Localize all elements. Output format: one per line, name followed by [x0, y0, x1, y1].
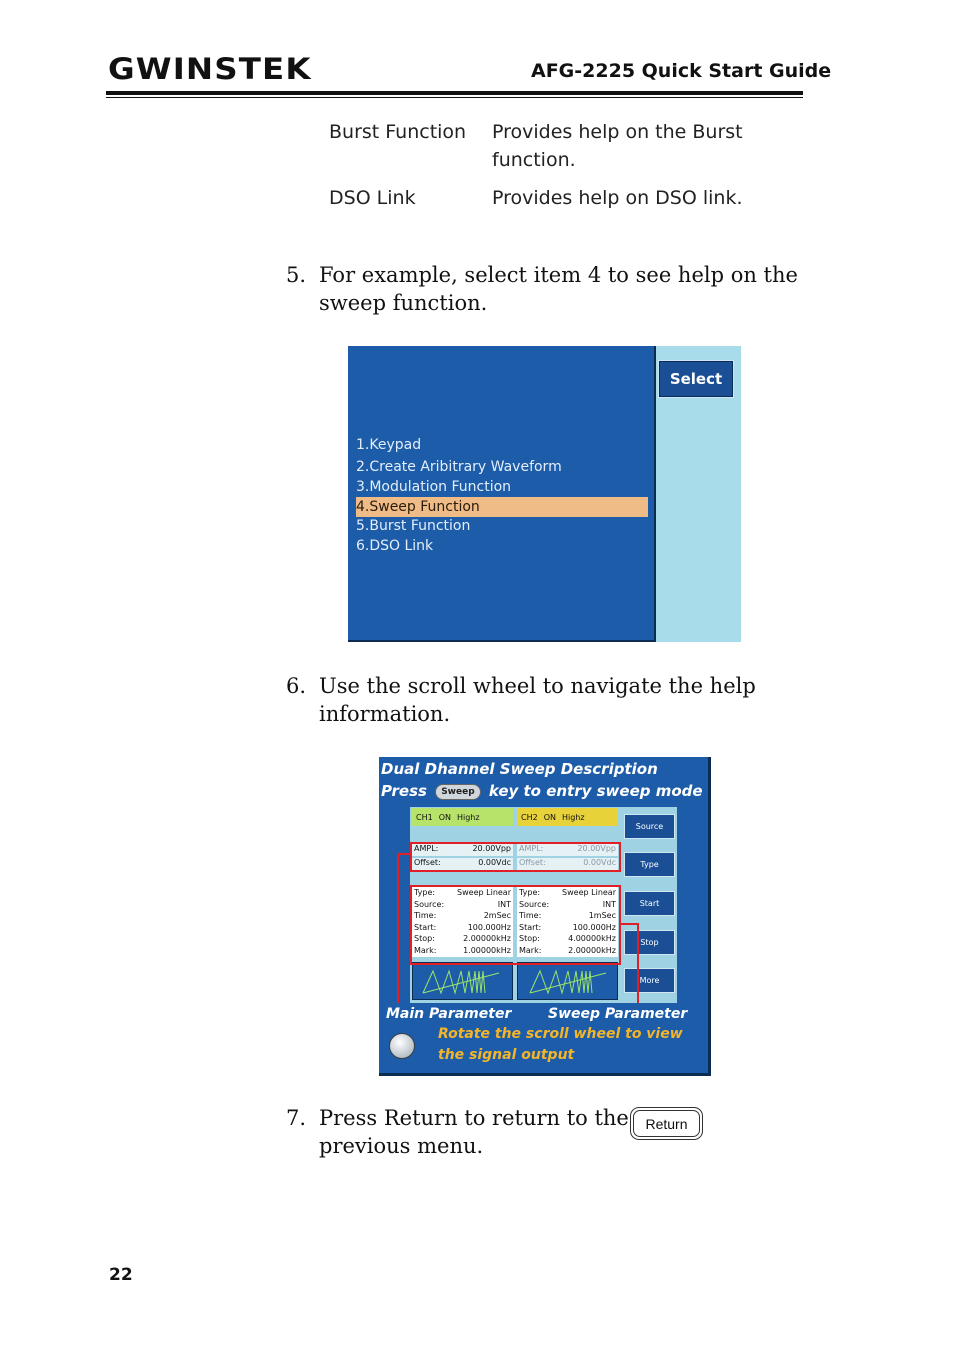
ch1-state: ON — [438, 812, 451, 822]
ch2-load: Highz — [561, 812, 585, 822]
header-rule — [106, 91, 803, 95]
ch1-param-row: Mark: 1.00000kHz — [414, 945, 511, 955]
step-7-line2: previous menu. — [319, 1134, 484, 1158]
step-7-line1: Press Return to return to the — [319, 1106, 629, 1130]
select-button[interactable]: Select — [658, 360, 734, 398]
ch1-param-row: Start: 100.000Hz — [414, 922, 511, 932]
gw-instek-logo: GWINSTEK — [108, 52, 312, 86]
step-6-number: 6. — [286, 674, 307, 698]
stop-button[interactable]: Stop — [624, 930, 675, 955]
table-desc-burst-line2: function. — [492, 149, 576, 171]
ch2-param-row: Type: Sweep Linear — [519, 888, 616, 897]
page-number: 22 — [109, 1265, 133, 1285]
more-button[interactable]: More — [624, 968, 675, 993]
sweep-help-title: Dual Dhannel Sweep Description — [381, 760, 658, 778]
menu-item-keypad[interactable]: 1.Keypad — [356, 437, 422, 453]
ch1-load: Highz — [456, 812, 480, 822]
return-key[interactable] — [630, 1107, 703, 1140]
sweep-parameter-pointer — [637, 923, 639, 1003]
main-parameter-pointer — [397, 853, 399, 1003]
ch2-ampl-label: AMPL: — [519, 844, 544, 853]
sweep-parameter-pointer — [619, 923, 639, 925]
source-button[interactable]: Source — [624, 814, 675, 839]
return-key-label: Return — [633, 1110, 700, 1137]
scroll-hint-line1: Rotate the scroll wheel to view — [438, 1026, 683, 1042]
press-label: Press — [381, 782, 427, 800]
main-parameter-pointer — [397, 853, 412, 855]
header-rule-thin — [106, 97, 803, 98]
ch1-param-row: Source: INT — [414, 899, 511, 909]
table-desc-burst-line1: Provides help on the Burst — [492, 121, 743, 143]
ch2-offset-label: Offset: — [519, 858, 546, 867]
sweep-help-subtitle — [381, 782, 703, 800]
ch2-param-row: Mark: 2.00000kHz — [519, 945, 616, 955]
ch2-name: CH2 — [521, 812, 538, 822]
scroll-hint-line2: the signal output — [438, 1047, 575, 1063]
menu-item-burst[interactable]: 5.Burst Function — [356, 518, 471, 534]
help-menu-list-panel — [348, 346, 656, 642]
step-7-number: 7. — [286, 1106, 307, 1130]
sweep-parameter-highlight — [410, 885, 621, 965]
menu-item-modulation[interactable]: 3.Modulation Function — [356, 479, 512, 495]
ch2-param-row: Source: INT — [519, 899, 616, 909]
ch1-header — [412, 808, 513, 826]
sweep-key-icon: Sweep — [435, 784, 480, 800]
step-5-number: 5. — [286, 263, 307, 287]
ch2-offset-value: 0.00Vdc — [583, 858, 616, 867]
menu-item-sweep-selected[interactable]: 4.Sweep Function — [356, 497, 648, 517]
main-parameter-highlight — [410, 842, 621, 872]
step-6-line1: Use the scroll wheel to navigate the help — [319, 674, 756, 698]
ch2-header — [517, 808, 618, 826]
help-menu-screenshot — [348, 346, 741, 642]
sweep-parameter-label: Sweep Parameter — [548, 1006, 688, 1022]
ch2-ampl-value: 20.00Vpp — [577, 844, 616, 853]
ch1-offset-value: 0.00Vdc — [478, 858, 511, 867]
menu-item-arbitrary[interactable]: 2.Create Aribitrary Waveform — [356, 459, 562, 475]
ch1-ampl-value: 20.00Vpp — [472, 844, 511, 853]
step-5-line1: For example, select item 4 to see help on the — [319, 263, 798, 287]
step-5-line2: sweep function. — [319, 291, 488, 315]
ch1-param-row: Stop: 2.00000kHz — [414, 934, 511, 943]
ch1-waveform-icon — [412, 962, 513, 1000]
ch2-param-row: Start: 100.000Hz — [519, 922, 616, 932]
ch2-waveform-icon — [517, 962, 618, 1000]
ch1-param-row: Time: 2mSec — [414, 911, 511, 920]
menu-item-dso-link[interactable]: 6.DSO Link — [356, 538, 434, 554]
step-6-line2: information. — [319, 702, 451, 726]
scroll-wheel-icon — [389, 1033, 415, 1059]
ch1-param-row: Type: Sweep Linear — [414, 888, 511, 897]
document-title: AFG-2225 Quick Start Guide — [531, 60, 832, 82]
ch1-offset-label: Offset: — [414, 858, 441, 867]
press-rest: key to entry sweep mode — [488, 782, 703, 800]
table-item-dso: DSO Link — [329, 187, 416, 209]
table-desc-dso: Provides help on DSO link. — [492, 187, 743, 209]
ch2-state: ON — [543, 812, 556, 822]
ch2-param-row: Stop: 4.00000kHz — [519, 934, 616, 943]
main-parameter-label: Main Parameter — [386, 1006, 512, 1022]
sweep-help-screenshot — [379, 757, 711, 1076]
ch2-param-row: Time: 1mSec — [519, 911, 616, 920]
ch1-name: CH1 — [416, 812, 433, 822]
ch1-ampl-label: AMPL: — [414, 844, 439, 853]
start-button[interactable]: Start — [624, 891, 675, 916]
table-item-burst: Burst Function — [329, 121, 467, 143]
type-button[interactable]: Type — [624, 852, 675, 877]
